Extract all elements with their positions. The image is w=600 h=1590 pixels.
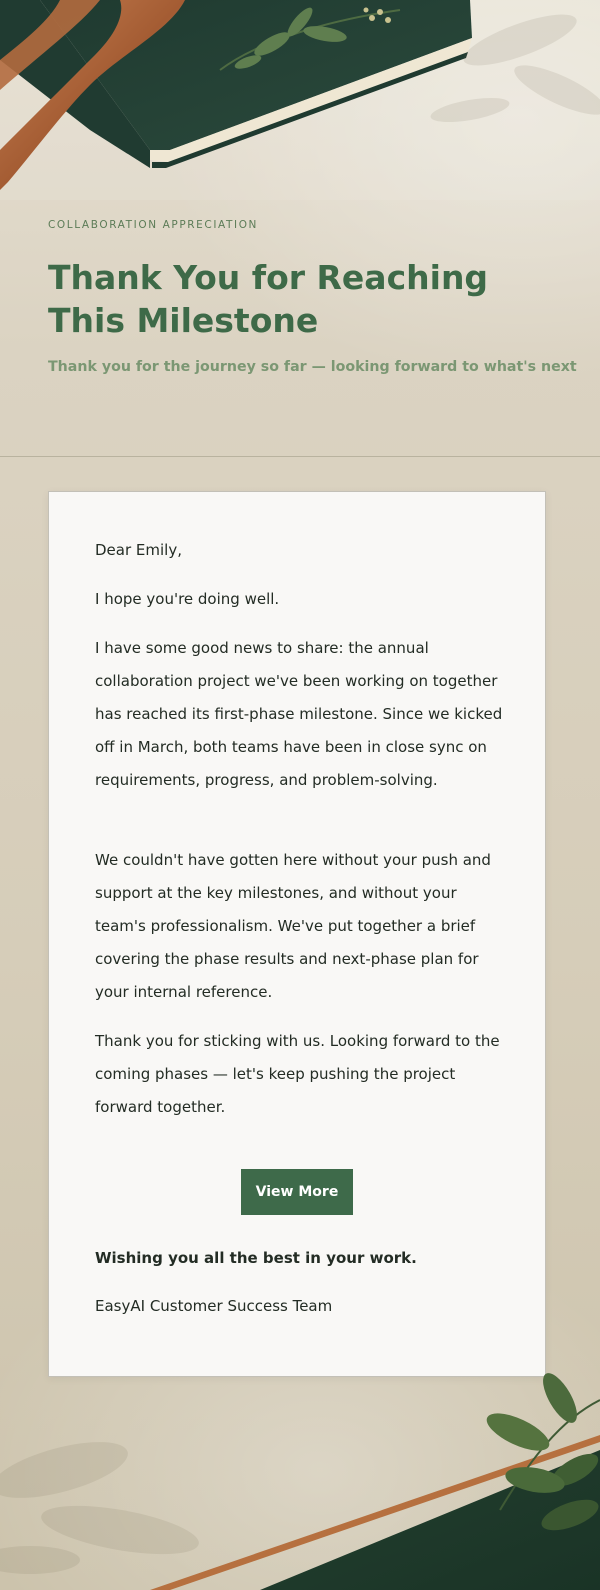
eyebrow-label: COLLABORATION APPRECIATION xyxy=(48,219,259,231)
signature: EasyAI Customer Success Team xyxy=(95,1297,333,1315)
page-title: Thank You for Reaching This Milestone xyxy=(48,258,489,340)
greeting: Dear Emily, xyxy=(95,541,182,559)
letter-paragraph: I have some good news to share: the annual collaboration project we've been working on together has reached its first-phase milestone. Since we kicked off in March, both teams have been in close sync on requirements, progress, and problem-solving. xyxy=(95,639,503,789)
header-decoration-image xyxy=(0,0,600,200)
letter-paragraph: We couldn't have gotten here without your push and support at the key milestones, and without your team's professionalism. We've put together a brief covering the phase results and next-phase plan for your internal reference. xyxy=(95,851,491,1001)
view-more-button[interactable]: View More xyxy=(241,1169,353,1215)
footer-decoration-image xyxy=(0,1360,600,1590)
letter-paragraph: Thank you for sticking with us. Looking forward to the coming phases — let's keep pushing the project forward together. xyxy=(95,1032,500,1116)
page-subtitle: Thank you for the journey so far — looking forward to what's next xyxy=(48,359,577,375)
closing-line: Wishing you all the best in your work. xyxy=(95,1249,417,1267)
header-divider xyxy=(0,456,600,457)
letter-paragraph: I hope you're doing well. xyxy=(95,590,280,608)
letter-card xyxy=(48,491,546,1377)
